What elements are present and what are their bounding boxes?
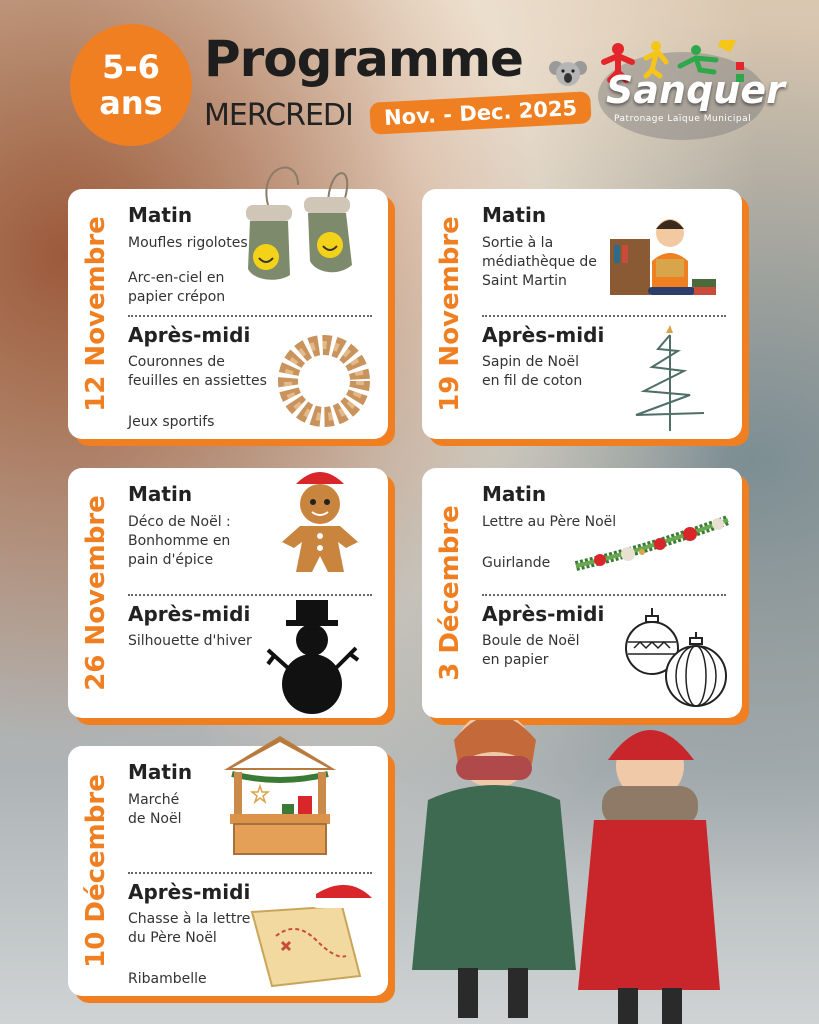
apres-midi-title: Après-midi [128, 880, 251, 904]
mittens-icon [238, 165, 368, 285]
day-card-26-novembre [68, 468, 388, 718]
activity-item: Marché de Noël [128, 792, 182, 827]
card-date: 3 Décembre [435, 505, 466, 681]
gingerbread-icon [274, 462, 366, 578]
matin-title: Matin [128, 760, 193, 784]
apres-midi-title: Après-midi [482, 323, 605, 347]
day-card-19-novembre [422, 189, 742, 439]
logo-name: Sanquer [606, 68, 785, 112]
activity-item: Sapin de Noël en fil de coton [482, 354, 583, 389]
activity-item: Lettre au Père Noël [482, 514, 617, 530]
activity-item: Guirlande [482, 555, 551, 571]
day-card-10-decembre [68, 746, 388, 996]
activity-item: Jeux sportifs [128, 414, 215, 430]
matin-title: Matin [482, 203, 547, 227]
koala-icon [548, 58, 588, 88]
market-stall-icon [220, 734, 340, 860]
activity-item: Moufles rigolotes [128, 235, 248, 251]
activity-item: Déco de Noël : Bonhomme en pain d'épice [128, 514, 231, 568]
activity-item: Arc-en-ciel en papier crépon [128, 270, 226, 305]
ornaments-icon [620, 606, 732, 716]
children-illustration [398, 720, 728, 1024]
apres-midi-title: Après-midi [482, 602, 605, 626]
card-date: 10 Décembre [81, 774, 111, 968]
separator [128, 594, 372, 596]
apres-midi-title: Après-midi [128, 602, 251, 626]
card-date: 12 Novembre [81, 216, 112, 412]
matin-title: Matin [128, 482, 193, 506]
separator [128, 872, 372, 874]
day-card-12-novembre [68, 189, 388, 439]
activity-item: Silhouette d'hiver [128, 633, 252, 649]
activity-item: Ribambelle [128, 971, 207, 987]
logo-subtitle: Patronage Laïque Municipal [614, 114, 752, 124]
garland-icon [572, 512, 732, 578]
period-badge: Nov. - Dec. 2025 [369, 91, 592, 135]
reading-child-icon [608, 203, 720, 299]
day-card-3-decembre [422, 468, 742, 718]
matin-title: Matin [128, 203, 193, 227]
age-range: 5-6 [102, 48, 160, 86]
separator [482, 315, 726, 317]
age-badge [70, 24, 192, 146]
age-unit: ans [99, 84, 163, 122]
card-date: 19 Novembre [435, 216, 466, 412]
page-title: Programme [204, 30, 523, 88]
christmas-tree-icon [628, 321, 712, 433]
activity-item: Couronnes de feuilles en assiettes [128, 354, 267, 389]
matin-title: Matin [482, 482, 547, 506]
separator [482, 594, 726, 596]
apres-midi-title: Après-midi [128, 323, 251, 347]
activity-item: Boule de Noël en papier [482, 633, 580, 668]
snowman-silhouette-icon [264, 598, 360, 714]
separator [128, 315, 372, 317]
treasure-map-icon [246, 876, 388, 994]
activity-item: Chasse à la lettre du Père Noël [128, 911, 251, 946]
card-date: 26 Novembre [81, 495, 112, 691]
wreath-icon [272, 331, 376, 431]
activity-item: Sortie à la médiathèque de Saint Martin [482, 235, 597, 289]
day-label: MERCREDI [204, 98, 353, 133]
